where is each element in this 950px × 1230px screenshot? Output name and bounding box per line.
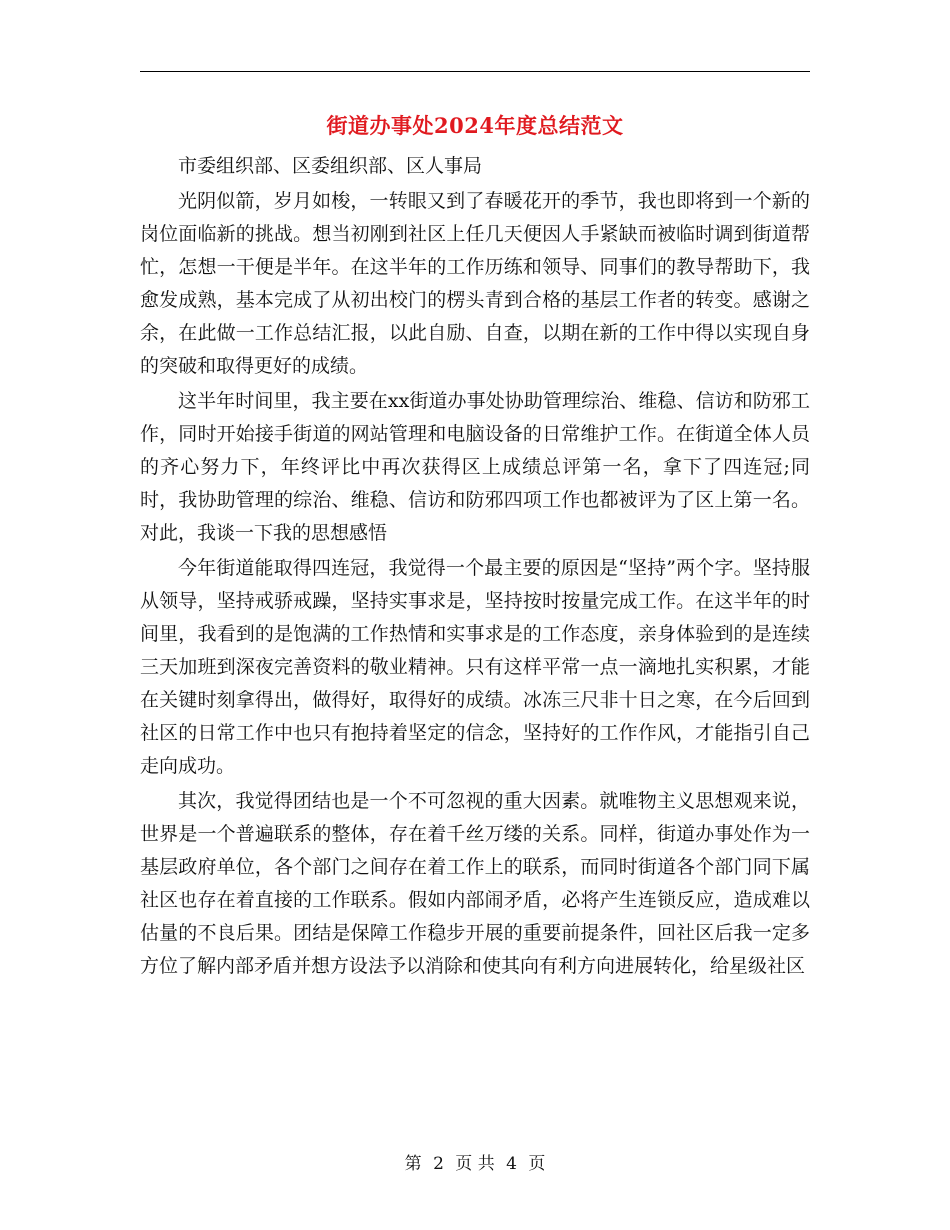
footer-prefix: 第 — [404, 1154, 422, 1174]
salutation: 市委组织部、区委组织部、区人事局 — [178, 155, 483, 177]
paragraph: 今年街道能取得四连冠，我觉得一个最主要的原因是“坚持”两个字。坚持服从领导，坚持戒骄戒躁，坚持实事求是，坚持按时按量完成工作。在这半年的时间里，我看到的是饱满的工作热情和实事求是的工作态度，亲身体验到的是连续三天加班到深夜完善资料的敬业精神。只有这样平常一点一滴地扎实积累，才能在关键时刻拿得出，做得好，取得好的成绩。冰冻三尺非十日之寒，在今后回到社区的日常工作中也只有抱持着坚定的信念，坚持好的工作作风，才能指引自己走向成功。 — [140, 557, 810, 777]
footer-middle: 页 共 — [455, 1154, 495, 1174]
paragraph: 其次，我觉得团结也是一个不可忽视的重大因素。就唯物主义思想观来说，世界是一个普遍联系的整体，存在着千丝万缕的关系。同样，街道办事处作为一基层政府单位，各个部门之间存在着工作上的联系，而同时街道各个部门同下属社区也存在着直接的工作联系。假如内部闹矛盾，必将产生连锁反应，造成难以估量的不良后果。团结是保障工作稳步开展的重要前提条件，回社区后我一定多方位了解内部矛盾并想方设法予以消除和使其向有利方向进展转化，给星级社区 — [140, 790, 810, 977]
paragraph: 光阴似箭，岁月如梭，一转眼又到了春暖花开的季节，我也即将到一个新的岗位面临新的挑战。想当初刚到社区上任几天便因人手紧缺而被临时调到街道帮忙，怎想一干便是半年。在这半年的工作历练和领导、同事们的教导帮助下，我愈发成熟，基本完成了从初出校门的楞头青到合格的基层工作者的转变。感谢之余，在此做一工作总结汇报，以此自励、自查，以期在新的工作中得以实现自身的突破和取得更好的成绩。 — [140, 190, 810, 377]
total-page-number: 4 — [506, 1154, 517, 1174]
current-page-number: 2 — [433, 1154, 444, 1174]
footer-suffix: 页 — [528, 1154, 546, 1174]
document-title: 街道办事处2024年度总结范文 — [326, 113, 624, 138]
header-rule — [140, 71, 810, 72]
paragraph: 这半年时间里，我主要在xx街道办事处协助管理综治、维稳、信访和防邪工作，同时开始接手街道的网站管理和电脑设备的日常维护工作。在街道全体人员的齐心努力下，年终评比中再次获得区上成绩总评第一名，拿下了四连冠;同时，我协助管理的综治、维稳、信访和防邪四项工作也都被评为了区上第一名。对此，我谈一下我的思想感悟 — [140, 390, 810, 544]
page-footer — [0, 1152, 950, 1176]
document-body — [140, 150, 810, 985]
